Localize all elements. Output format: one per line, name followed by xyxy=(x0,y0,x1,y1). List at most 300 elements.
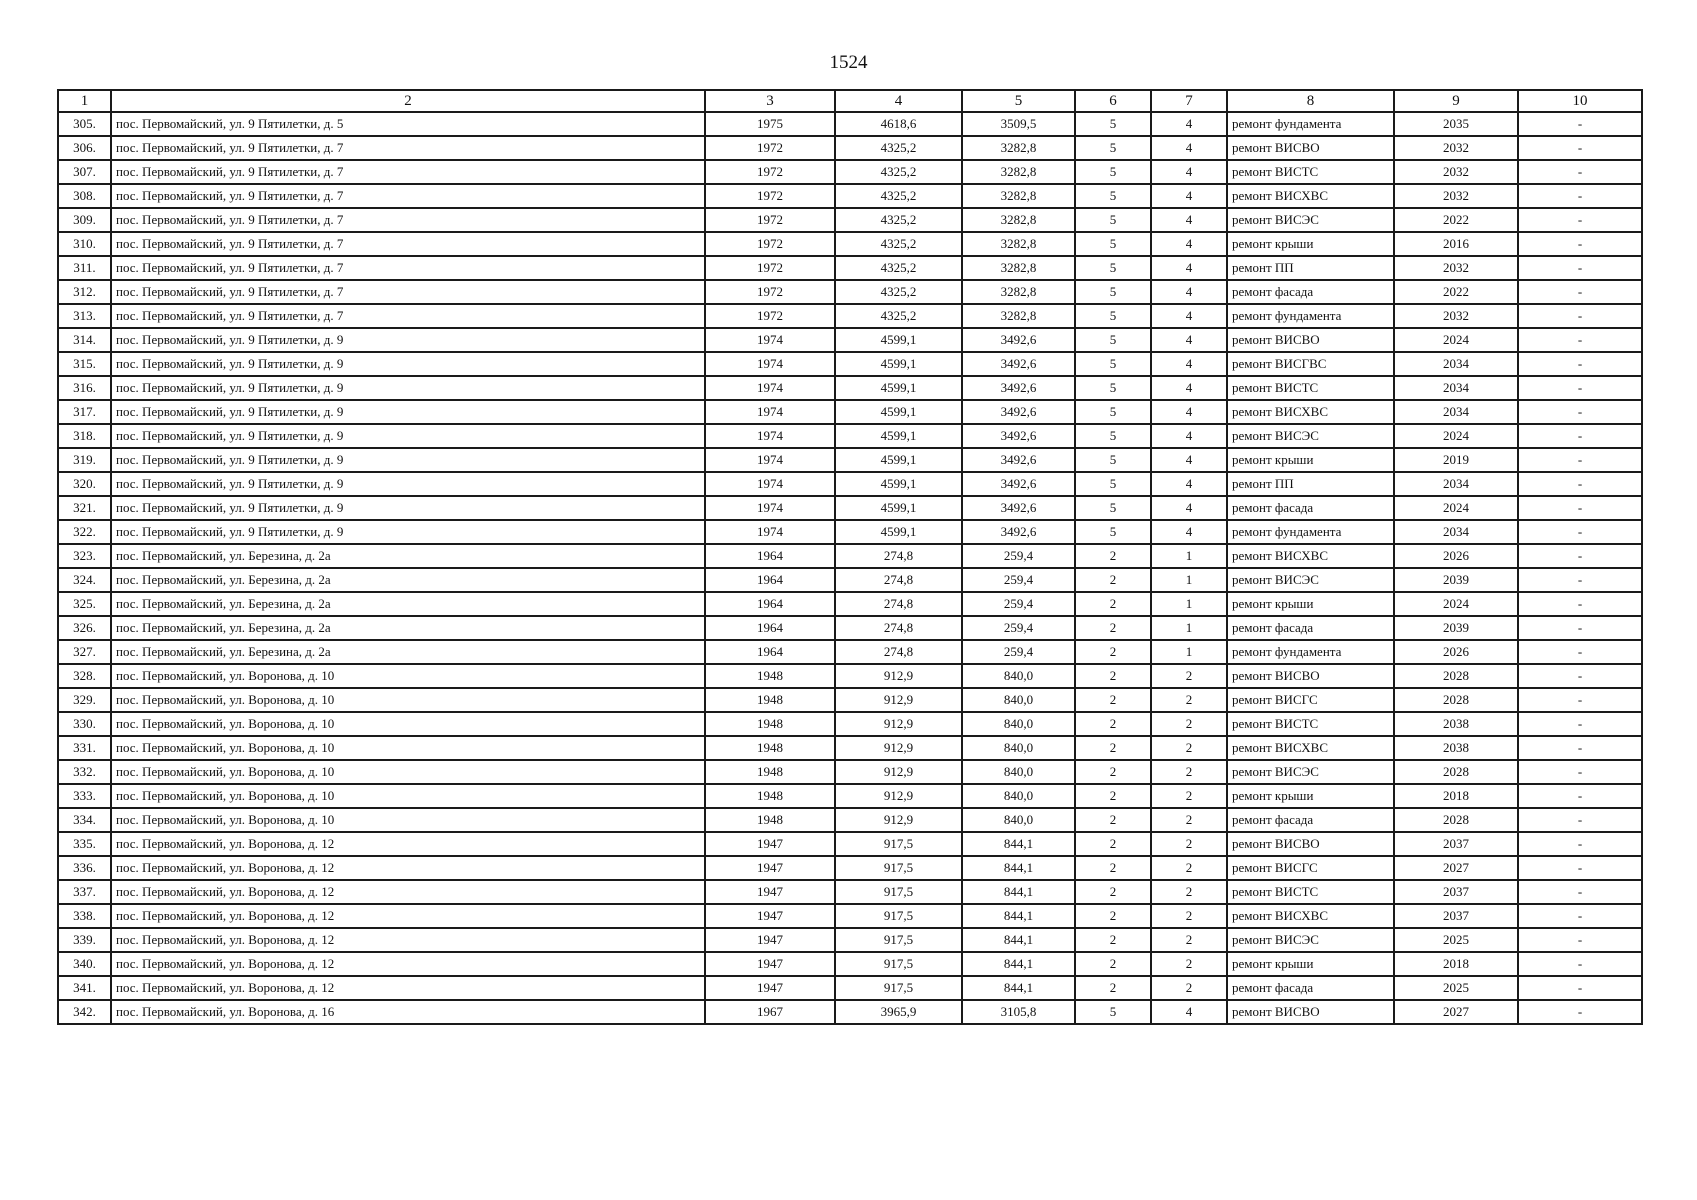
build-year-cell: 1964 xyxy=(705,616,835,640)
work-type-cell: ремонт ВИСГВС xyxy=(1227,352,1394,376)
floors-cell: 2 xyxy=(1075,856,1151,880)
address-cell: пос. Первомайский, ул. Воронова, д. 10 xyxy=(111,760,705,784)
address-cell: пос. Первомайский, ул. Березина, д. 2а xyxy=(111,568,705,592)
entrances-cell: 4 xyxy=(1151,304,1227,328)
entrances-cell: 2 xyxy=(1151,664,1227,688)
living-area-cell: 840,0 xyxy=(962,784,1075,808)
work-type-cell: ремонт ВИСВО xyxy=(1227,136,1394,160)
address-cell: пос. Первомайский, ул. Воронова, д. 10 xyxy=(111,688,705,712)
address-cell: пос. Первомайский, ул. Березина, д. 2а xyxy=(111,640,705,664)
address-cell: пос. Первомайский, ул. Воронова, д. 12 xyxy=(111,880,705,904)
total-area-cell: 4325,2 xyxy=(835,160,962,184)
table-row xyxy=(58,160,1642,184)
table-row xyxy=(58,496,1642,520)
living-area-cell: 844,1 xyxy=(962,880,1075,904)
table-row xyxy=(58,328,1642,352)
floors-cell: 2 xyxy=(1075,568,1151,592)
work-type-cell: ремонт ВИСТС xyxy=(1227,160,1394,184)
work-type-cell: ремонт фундамента xyxy=(1227,640,1394,664)
living-area-cell: 3105,8 xyxy=(962,1000,1075,1024)
living-area-cell: 259,4 xyxy=(962,544,1075,568)
living-area-cell: 3492,6 xyxy=(962,352,1075,376)
address-cell: пос. Первомайский, ул. 9 Пятилетки, д. 7 xyxy=(111,304,705,328)
floors-cell: 2 xyxy=(1075,712,1151,736)
floors-cell: 2 xyxy=(1075,616,1151,640)
row-number-cell: 337. xyxy=(58,880,111,904)
plan-year-cell: 2038 xyxy=(1394,736,1518,760)
note-cell: - xyxy=(1518,808,1642,832)
work-type-cell: ремонт ВИСЭС xyxy=(1227,928,1394,952)
address-cell: пос. Первомайский, ул. 9 Пятилетки, д. 7 xyxy=(111,280,705,304)
entrances-cell: 4 xyxy=(1151,448,1227,472)
note-cell: - xyxy=(1518,976,1642,1000)
address-cell: пос. Первомайский, ул. 9 Пятилетки, д. 7 xyxy=(111,256,705,280)
build-year-cell: 1972 xyxy=(705,208,835,232)
row-number-cell: 334. xyxy=(58,808,111,832)
note-cell: - xyxy=(1518,184,1642,208)
table-row xyxy=(58,952,1642,976)
table-row xyxy=(58,592,1642,616)
note-cell: - xyxy=(1518,712,1642,736)
work-type-cell: ремонт ВИСЭС xyxy=(1227,760,1394,784)
entrances-cell: 4 xyxy=(1151,256,1227,280)
total-area-cell: 917,5 xyxy=(835,904,962,928)
column-header-9: 9 xyxy=(1394,90,1518,112)
living-area-cell: 259,4 xyxy=(962,568,1075,592)
living-area-cell: 840,0 xyxy=(962,736,1075,760)
work-type-cell: ремонт ВИСВО xyxy=(1227,1000,1394,1024)
entrances-cell: 2 xyxy=(1151,688,1227,712)
row-number-cell: 307. xyxy=(58,160,111,184)
plan-year-cell: 2034 xyxy=(1394,400,1518,424)
plan-year-cell: 2025 xyxy=(1394,928,1518,952)
living-area-cell: 3492,6 xyxy=(962,472,1075,496)
column-header-3: 3 xyxy=(705,90,835,112)
build-year-cell: 1964 xyxy=(705,544,835,568)
build-year-cell: 1948 xyxy=(705,688,835,712)
build-year-cell: 1972 xyxy=(705,280,835,304)
floors-cell: 5 xyxy=(1075,352,1151,376)
floors-cell: 2 xyxy=(1075,640,1151,664)
row-number-cell: 312. xyxy=(58,280,111,304)
note-cell: - xyxy=(1518,640,1642,664)
work-type-cell: ремонт ВИСЭС xyxy=(1227,568,1394,592)
work-type-cell: ремонт ВИСГС xyxy=(1227,688,1394,712)
floors-cell: 5 xyxy=(1075,136,1151,160)
total-area-cell: 912,9 xyxy=(835,688,962,712)
floors-cell: 2 xyxy=(1075,688,1151,712)
row-number-cell: 323. xyxy=(58,544,111,568)
total-area-cell: 917,5 xyxy=(835,928,962,952)
build-year-cell: 1947 xyxy=(705,880,835,904)
note-cell: - xyxy=(1518,304,1642,328)
note-cell: - xyxy=(1518,1000,1642,1024)
entrances-cell: 4 xyxy=(1151,280,1227,304)
plan-year-cell: 2025 xyxy=(1394,976,1518,1000)
note-cell: - xyxy=(1518,376,1642,400)
work-type-cell: ремонт фундамента xyxy=(1227,304,1394,328)
build-year-cell: 1972 xyxy=(705,136,835,160)
page-number: 1524 xyxy=(829,52,868,73)
work-type-cell: ремонт крыши xyxy=(1227,232,1394,256)
work-type-cell: ремонт крыши xyxy=(1227,592,1394,616)
row-number-cell: 341. xyxy=(58,976,111,1000)
total-area-cell: 4599,1 xyxy=(835,328,962,352)
plan-year-cell: 2024 xyxy=(1394,424,1518,448)
address-cell: пос. Первомайский, ул. 9 Пятилетки, д. 9 xyxy=(111,424,705,448)
total-area-cell: 4325,2 xyxy=(835,208,962,232)
column-header-6: 6 xyxy=(1075,90,1151,112)
work-type-cell: ремонт ВИСВО xyxy=(1227,832,1394,856)
address-cell: пос. Первомайский, ул. 9 Пятилетки, д. 9 xyxy=(111,520,705,544)
entrances-cell: 4 xyxy=(1151,160,1227,184)
row-number-cell: 328. xyxy=(58,664,111,688)
note-cell: - xyxy=(1518,424,1642,448)
table-row xyxy=(58,232,1642,256)
row-number-cell: 314. xyxy=(58,328,111,352)
table-row xyxy=(58,736,1642,760)
plan-year-cell: 2018 xyxy=(1394,784,1518,808)
plan-year-cell: 2032 xyxy=(1394,256,1518,280)
note-cell: - xyxy=(1518,232,1642,256)
row-number-cell: 308. xyxy=(58,184,111,208)
address-cell: пос. Первомайский, ул. 9 Пятилетки, д. 9 xyxy=(111,352,705,376)
work-type-cell: ремонт ВИСЭС xyxy=(1227,424,1394,448)
plan-year-cell: 2024 xyxy=(1394,592,1518,616)
note-cell: - xyxy=(1518,400,1642,424)
note-cell: - xyxy=(1518,664,1642,688)
work-type-cell: ремонт ВИСХВС xyxy=(1227,736,1394,760)
row-number-cell: 320. xyxy=(58,472,111,496)
note-cell: - xyxy=(1518,472,1642,496)
work-type-cell: ремонт ВИСХВС xyxy=(1227,184,1394,208)
work-type-cell: ремонт фасада xyxy=(1227,976,1394,1000)
entrances-cell: 1 xyxy=(1151,568,1227,592)
entrances-cell: 2 xyxy=(1151,880,1227,904)
work-type-cell: ремонт ВИСХВС xyxy=(1227,400,1394,424)
table-row xyxy=(58,448,1642,472)
address-cell: пос. Первомайский, ул. 9 Пятилетки, д. 7 xyxy=(111,184,705,208)
column-header-5: 5 xyxy=(962,90,1075,112)
table-row xyxy=(58,760,1642,784)
living-area-cell: 840,0 xyxy=(962,688,1075,712)
entrances-cell: 2 xyxy=(1151,832,1227,856)
build-year-cell: 1948 xyxy=(705,808,835,832)
floors-cell: 5 xyxy=(1075,304,1151,328)
entrances-cell: 4 xyxy=(1151,520,1227,544)
address-cell: пос. Первомайский, ул. 9 Пятилетки, д. 9 xyxy=(111,328,705,352)
note-cell: - xyxy=(1518,832,1642,856)
entrances-cell: 4 xyxy=(1151,352,1227,376)
floors-cell: 5 xyxy=(1075,496,1151,520)
row-number-cell: 309. xyxy=(58,208,111,232)
total-area-cell: 912,9 xyxy=(835,760,962,784)
build-year-cell: 1947 xyxy=(705,832,835,856)
entrances-cell: 1 xyxy=(1151,544,1227,568)
plan-year-cell: 2028 xyxy=(1394,688,1518,712)
total-area-cell: 4599,1 xyxy=(835,376,962,400)
plan-year-cell: 2018 xyxy=(1394,952,1518,976)
floors-cell: 2 xyxy=(1075,544,1151,568)
table-row xyxy=(58,712,1642,736)
row-number-cell: 325. xyxy=(58,592,111,616)
plan-year-cell: 2037 xyxy=(1394,832,1518,856)
row-number-cell: 306. xyxy=(58,136,111,160)
total-area-cell: 4599,1 xyxy=(835,424,962,448)
build-year-cell: 1964 xyxy=(705,640,835,664)
floors-cell: 2 xyxy=(1075,976,1151,1000)
total-area-cell: 4599,1 xyxy=(835,400,962,424)
total-area-cell: 912,9 xyxy=(835,664,962,688)
row-number-cell: 317. xyxy=(58,400,111,424)
row-number-cell: 326. xyxy=(58,616,111,640)
plan-year-cell: 2039 xyxy=(1394,616,1518,640)
total-area-cell: 912,9 xyxy=(835,736,962,760)
entrances-cell: 4 xyxy=(1151,496,1227,520)
floors-cell: 2 xyxy=(1075,928,1151,952)
entrances-cell: 4 xyxy=(1151,208,1227,232)
build-year-cell: 1948 xyxy=(705,664,835,688)
row-number-cell: 339. xyxy=(58,928,111,952)
note-cell: - xyxy=(1518,736,1642,760)
total-area-cell: 274,8 xyxy=(835,640,962,664)
row-number-cell: 322. xyxy=(58,520,111,544)
entrances-cell: 2 xyxy=(1151,712,1227,736)
plan-year-cell: 2028 xyxy=(1394,664,1518,688)
build-year-cell: 1972 xyxy=(705,160,835,184)
total-area-cell: 4325,2 xyxy=(835,184,962,208)
plan-year-cell: 2037 xyxy=(1394,880,1518,904)
floors-cell: 5 xyxy=(1075,448,1151,472)
floors-cell: 2 xyxy=(1075,904,1151,928)
build-year-cell: 1947 xyxy=(705,928,835,952)
living-area-cell: 844,1 xyxy=(962,904,1075,928)
table-row xyxy=(58,664,1642,688)
floors-cell: 5 xyxy=(1075,160,1151,184)
address-cell: пос. Первомайский, ул. 9 Пятилетки, д. 7 xyxy=(111,232,705,256)
living-area-cell: 3282,8 xyxy=(962,232,1075,256)
plan-year-cell: 2032 xyxy=(1394,184,1518,208)
build-year-cell: 1967 xyxy=(705,1000,835,1024)
note-cell: - xyxy=(1518,328,1642,352)
floors-cell: 5 xyxy=(1075,256,1151,280)
plan-year-cell: 2027 xyxy=(1394,1000,1518,1024)
plan-year-cell: 2039 xyxy=(1394,568,1518,592)
address-cell: пос. Первомайский, ул. Березина, д. 2а xyxy=(111,544,705,568)
build-year-cell: 1948 xyxy=(705,760,835,784)
work-type-cell: ремонт ВИСВО xyxy=(1227,328,1394,352)
total-area-cell: 3965,9 xyxy=(835,1000,962,1024)
entrances-cell: 1 xyxy=(1151,616,1227,640)
total-area-cell: 917,5 xyxy=(835,976,962,1000)
living-area-cell: 844,1 xyxy=(962,928,1075,952)
total-area-cell: 912,9 xyxy=(835,784,962,808)
plan-year-cell: 2034 xyxy=(1394,520,1518,544)
total-area-cell: 4325,2 xyxy=(835,304,962,328)
build-year-cell: 1947 xyxy=(705,904,835,928)
address-cell: пос. Первомайский, ул. 9 Пятилетки, д. 7 xyxy=(111,208,705,232)
work-type-cell: ремонт крыши xyxy=(1227,448,1394,472)
address-cell: пос. Первомайский, ул. Воронова, д. 12 xyxy=(111,856,705,880)
build-year-cell: 1947 xyxy=(705,856,835,880)
entrances-cell: 2 xyxy=(1151,904,1227,928)
note-cell: - xyxy=(1518,520,1642,544)
plan-year-cell: 2035 xyxy=(1394,112,1518,136)
note-cell: - xyxy=(1518,448,1642,472)
row-number-cell: 329. xyxy=(58,688,111,712)
living-area-cell: 259,4 xyxy=(962,640,1075,664)
row-number-cell: 332. xyxy=(58,760,111,784)
entrances-cell: 2 xyxy=(1151,784,1227,808)
address-cell: пос. Первомайский, ул. Воронова, д. 10 xyxy=(111,808,705,832)
row-number-cell: 316. xyxy=(58,376,111,400)
address-cell: пос. Первомайский, ул. 9 Пятилетки, д. 9 xyxy=(111,400,705,424)
row-number-cell: 331. xyxy=(58,736,111,760)
living-area-cell: 3492,6 xyxy=(962,424,1075,448)
work-type-cell: ремонт ВИСТС xyxy=(1227,712,1394,736)
total-area-cell: 917,5 xyxy=(835,880,962,904)
floors-cell: 5 xyxy=(1075,472,1151,496)
total-area-cell: 274,8 xyxy=(835,592,962,616)
build-year-cell: 1964 xyxy=(705,568,835,592)
entrances-cell: 4 xyxy=(1151,472,1227,496)
note-cell: - xyxy=(1518,856,1642,880)
total-area-cell: 4618,6 xyxy=(835,112,962,136)
living-area-cell: 3282,8 xyxy=(962,160,1075,184)
build-year-cell: 1947 xyxy=(705,976,835,1000)
table-row xyxy=(58,808,1642,832)
row-number-cell: 338. xyxy=(58,904,111,928)
entrances-cell: 4 xyxy=(1151,424,1227,448)
build-year-cell: 1947 xyxy=(705,952,835,976)
entrances-cell: 4 xyxy=(1151,1000,1227,1024)
floors-cell: 2 xyxy=(1075,592,1151,616)
row-number-cell: 315. xyxy=(58,352,111,376)
column-header-7: 7 xyxy=(1151,90,1227,112)
total-area-cell: 4325,2 xyxy=(835,256,962,280)
work-type-cell: ремонт ВИСТС xyxy=(1227,880,1394,904)
build-year-cell: 1974 xyxy=(705,328,835,352)
living-area-cell: 3282,8 xyxy=(962,208,1075,232)
table-row xyxy=(58,880,1642,904)
floors-cell: 5 xyxy=(1075,520,1151,544)
floors-cell: 2 xyxy=(1075,784,1151,808)
table-row xyxy=(58,208,1642,232)
note-cell: - xyxy=(1518,160,1642,184)
table-row xyxy=(58,904,1642,928)
table-row xyxy=(58,112,1642,136)
table-row xyxy=(58,640,1642,664)
work-type-cell: ремонт ПП xyxy=(1227,472,1394,496)
entrances-cell: 2 xyxy=(1151,952,1227,976)
total-area-cell: 4599,1 xyxy=(835,448,962,472)
address-cell: пос. Первомайский, ул. 9 Пятилетки, д. 9 xyxy=(111,376,705,400)
plan-year-cell: 2028 xyxy=(1394,760,1518,784)
entrances-cell: 2 xyxy=(1151,736,1227,760)
row-number-cell: 311. xyxy=(58,256,111,280)
address-cell: пос. Первомайский, ул. 9 Пятилетки, д. 9 xyxy=(111,472,705,496)
note-cell: - xyxy=(1518,208,1642,232)
plan-year-cell: 2032 xyxy=(1394,304,1518,328)
register-table xyxy=(57,89,1643,1025)
table-body xyxy=(58,112,1642,1024)
living-area-cell: 3282,8 xyxy=(962,184,1075,208)
floors-cell: 5 xyxy=(1075,112,1151,136)
note-cell: - xyxy=(1518,256,1642,280)
plan-year-cell: 2022 xyxy=(1394,280,1518,304)
table-row xyxy=(58,376,1642,400)
living-area-cell: 844,1 xyxy=(962,976,1075,1000)
row-number-cell: 324. xyxy=(58,568,111,592)
floors-cell: 2 xyxy=(1075,880,1151,904)
floors-cell: 5 xyxy=(1075,376,1151,400)
floors-cell: 2 xyxy=(1075,664,1151,688)
row-number-cell: 318. xyxy=(58,424,111,448)
table-row xyxy=(58,928,1642,952)
build-year-cell: 1974 xyxy=(705,496,835,520)
address-cell: пос. Первомайский, ул. Воронова, д. 10 xyxy=(111,664,705,688)
living-area-cell: 259,4 xyxy=(962,592,1075,616)
plan-year-cell: 2034 xyxy=(1394,352,1518,376)
table-row xyxy=(58,256,1642,280)
address-cell: пос. Первомайский, ул. Воронова, д. 12 xyxy=(111,976,705,1000)
total-area-cell: 917,5 xyxy=(835,856,962,880)
total-area-cell: 912,9 xyxy=(835,712,962,736)
living-area-cell: 844,1 xyxy=(962,952,1075,976)
note-cell: - xyxy=(1518,880,1642,904)
table-row xyxy=(58,352,1642,376)
total-area-cell: 4599,1 xyxy=(835,352,962,376)
column-header-8: 8 xyxy=(1227,90,1394,112)
build-year-cell: 1948 xyxy=(705,712,835,736)
note-cell: - xyxy=(1518,568,1642,592)
total-area-cell: 4325,2 xyxy=(835,136,962,160)
table-row xyxy=(58,280,1642,304)
build-year-cell: 1948 xyxy=(705,784,835,808)
note-cell: - xyxy=(1518,760,1642,784)
table-row xyxy=(58,976,1642,1000)
total-area-cell: 274,8 xyxy=(835,568,962,592)
note-cell: - xyxy=(1518,544,1642,568)
column-header-4: 4 xyxy=(835,90,962,112)
total-area-cell: 4325,2 xyxy=(835,232,962,256)
table-row xyxy=(58,544,1642,568)
row-number-cell: 340. xyxy=(58,952,111,976)
row-number-cell: 336. xyxy=(58,856,111,880)
living-area-cell: 259,4 xyxy=(962,616,1075,640)
entrances-cell: 2 xyxy=(1151,856,1227,880)
plan-year-cell: 2016 xyxy=(1394,232,1518,256)
work-type-cell: ремонт крыши xyxy=(1227,784,1394,808)
floors-cell: 5 xyxy=(1075,232,1151,256)
table-row xyxy=(58,472,1642,496)
total-area-cell: 4599,1 xyxy=(835,472,962,496)
note-cell: - xyxy=(1518,280,1642,304)
plan-year-cell: 2022 xyxy=(1394,208,1518,232)
plan-year-cell: 2034 xyxy=(1394,376,1518,400)
work-type-cell: ремонт ВИСЭС xyxy=(1227,208,1394,232)
living-area-cell: 844,1 xyxy=(962,856,1075,880)
address-cell: пос. Первомайский, ул. Березина, д. 2а xyxy=(111,592,705,616)
row-number-cell: 313. xyxy=(58,304,111,328)
build-year-cell: 1972 xyxy=(705,232,835,256)
total-area-cell: 4599,1 xyxy=(835,520,962,544)
table-row xyxy=(58,568,1642,592)
plan-year-cell: 2026 xyxy=(1394,640,1518,664)
floors-cell: 2 xyxy=(1075,808,1151,832)
row-number-cell: 327. xyxy=(58,640,111,664)
entrances-cell: 4 xyxy=(1151,112,1227,136)
